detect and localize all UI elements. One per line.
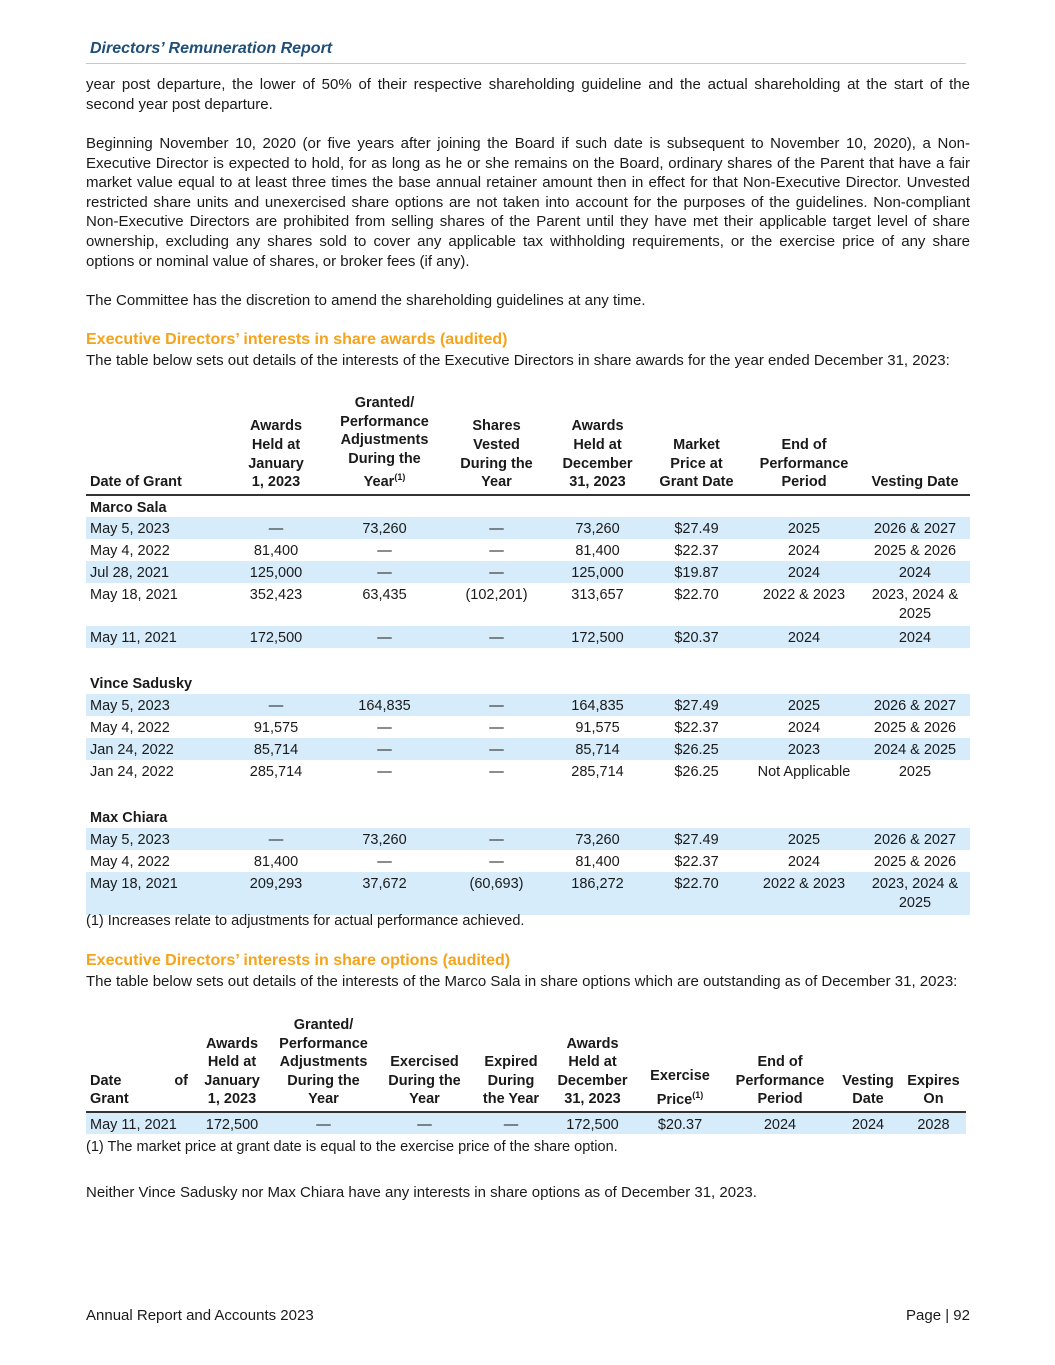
table-row: Jan 24, 2022 285,714 — — 285,714 $26.25 Not Applicable 2025 <box>90 764 932 781</box>
col-expired: Expired During the Year <box>482 1054 540 1108</box>
col-shares-vested: Shares Vested During the Year <box>460 418 533 491</box>
share-options-table <box>86 1016 966 1134</box>
paragraph-shareholding-departure: year post departure, the lower of 50% of their respective shareholding guideline and the actual shareholding at the start of the second year post departure. <box>86 76 970 113</box>
spacer-row <box>86 648 970 672</box>
paragraph-committee-discretion: The Committee has the discretion to amend the shareholding guidelines at any time. <box>86 292 646 309</box>
col-held-january: Awards Held at January 1, 2023 <box>204 1035 260 1108</box>
share-options-footnote: (1) The market price at grant date is equal to the exercise price of the share option. <box>86 1139 618 1155</box>
share-options-header-row <box>86 1016 966 1112</box>
col-end-performance: End of Performance Period <box>735 1054 825 1108</box>
table-row: May 5, 2023 — 73,260 — 73,260 $27.49 2025 2026 & 2027 <box>86 828 970 850</box>
share-awards-footnote: (1) Increases relate to adjustments for actual performance achieved. <box>86 913 525 929</box>
col-expires-on: Expires On <box>907 1072 960 1108</box>
col-granted-adjustments: Granted/ Performance Adjustments During the Year <box>279 1017 368 1108</box>
share-options-intro: The table below sets out details of the interests of the Marco Sala in share options which are outstanding as of December 31, 2023: <box>86 973 958 990</box>
col-end-performance: End of Performance Period <box>759 437 849 491</box>
director-name-row: Vince Sadusky <box>90 676 193 693</box>
paragraph-non-executive-guidelines: Beginning November 10, 2020 (or five years after joining the Board if such date is subsequent to November 10, 2020), a Non-Executive Director is expected to hold, for as long as he or she remains on the Board, ordinary shares of the Parent that have a fair market value equal to at least three times the base annual retainer amount then in effect for that Non-Executive Director. Unvested restricted share units and unexercised share options are not taken into account for the purposes of the guidelines. Non-compliant Non-Executive Directors are prohibited from selling shares of the Parent until they have met their applicable target level of share ownership, excluding any shares sold to cover any applicable tax withholding requirements, or the exercise price of any share options or nominal value of shares, or broker fees (if any). <box>86 135 970 270</box>
table-row: May 11, 2021 172,500 — — 172,500 $20.37 2024 2024 <box>86 626 970 648</box>
col-vesting-date: Vesting Date <box>871 474 959 491</box>
director-name-row: Marco Sala <box>90 499 167 516</box>
share-awards-table <box>86 394 970 915</box>
table-row: May 4, 2022 91,575 — — 91,575 $22.37 2024 2025 & 2026 <box>90 720 957 737</box>
table-row: May 11, 2021 172,500 — — — 172,500 $20.37 2024 2024 2028 <box>86 1112 966 1135</box>
share-awards-intro: The table below sets out details of the interests of the Executive Directors in share awards for the year ended December 31, 2023: <box>86 352 950 369</box>
col-granted-adjustments: Granted/ Performance Adjustments During the Year$^{(1)}$ <box>340 395 429 491</box>
table-row: May 5, 2023 — 164,835 — 164,835 $27.49 2025 2026 & 2027 <box>86 694 970 716</box>
table-row: Jan 24, 2022 85,714 — — 85,714 $26.25 2023 2024 & 2025 <box>86 738 970 760</box>
col-held-december: Awards Held at December 31, 2023 <box>557 1035 628 1108</box>
footer-page-number: Page | 92 <box>906 1307 970 1324</box>
header-divider <box>86 63 966 64</box>
table-row: May 4, 2022 81,400 — — 81,400 $22.37 2024 2025 & 2026 <box>90 543 957 560</box>
col-date-of-grant: Date of Grant <box>90 1072 188 1108</box>
spacer-row <box>86 782 970 806</box>
col-held-january: Awards Held at January 1, 2023 <box>248 418 304 491</box>
footnote-marker: (1) <box>394 472 406 483</box>
share-awards-heading: Executive Directors’ interests in share awards (audited) <box>86 331 508 348</box>
table-row: Jul 28, 2021 125,000 — — 125,000 $19.87 2024 2024 <box>86 561 970 583</box>
table-row: May 4, 2022 81,400 — — 81,400 $22.37 2024 2025 & 2026 <box>90 854 957 871</box>
share-awards-header-row <box>86 394 970 495</box>
share-options-heading: Executive Directors’ interests in share options (audited) <box>86 952 511 969</box>
col-exercise-price: Exercise Price$^{(1)}$ <box>650 1067 710 1108</box>
footer-report-title: Annual Report and Accounts 2023 <box>86 1307 314 1324</box>
table-row: May 18, 2021 352,423 63,435 (102,201) 313,657 $22.70 2022 & 2023 2023, 2024 & 2025 <box>90 587 959 622</box>
col-held-december: Awards Held at December 31, 2023 <box>562 418 633 491</box>
col-vesting-date: Vesting Date <box>842 1072 894 1108</box>
footnote-marker: (1) <box>692 1089 704 1100</box>
report-section-title: Directors’ Remuneration Report <box>90 40 333 57</box>
table-row: May 18, 2021 209,293 37,672 (60,693) 186,272 $22.70 2022 & 2023 2023, 2024 & 2025 <box>86 872 970 915</box>
director-name-row: Max Chiara <box>90 810 168 827</box>
col-market-price: Market Price at Grant Date <box>659 437 734 491</box>
col-date-of-grant: Date of Grant <box>90 474 182 491</box>
share-options-closing: Neither Vince Sadusky nor Max Chiara have any interests in share options as of December 31, 2023. <box>86 1184 757 1201</box>
col-exercised: Exercised During the Year <box>388 1054 461 1108</box>
table-row: May 5, 2023 — 73,260 — 73,260 $27.49 2025 2026 & 2027 <box>86 517 970 539</box>
